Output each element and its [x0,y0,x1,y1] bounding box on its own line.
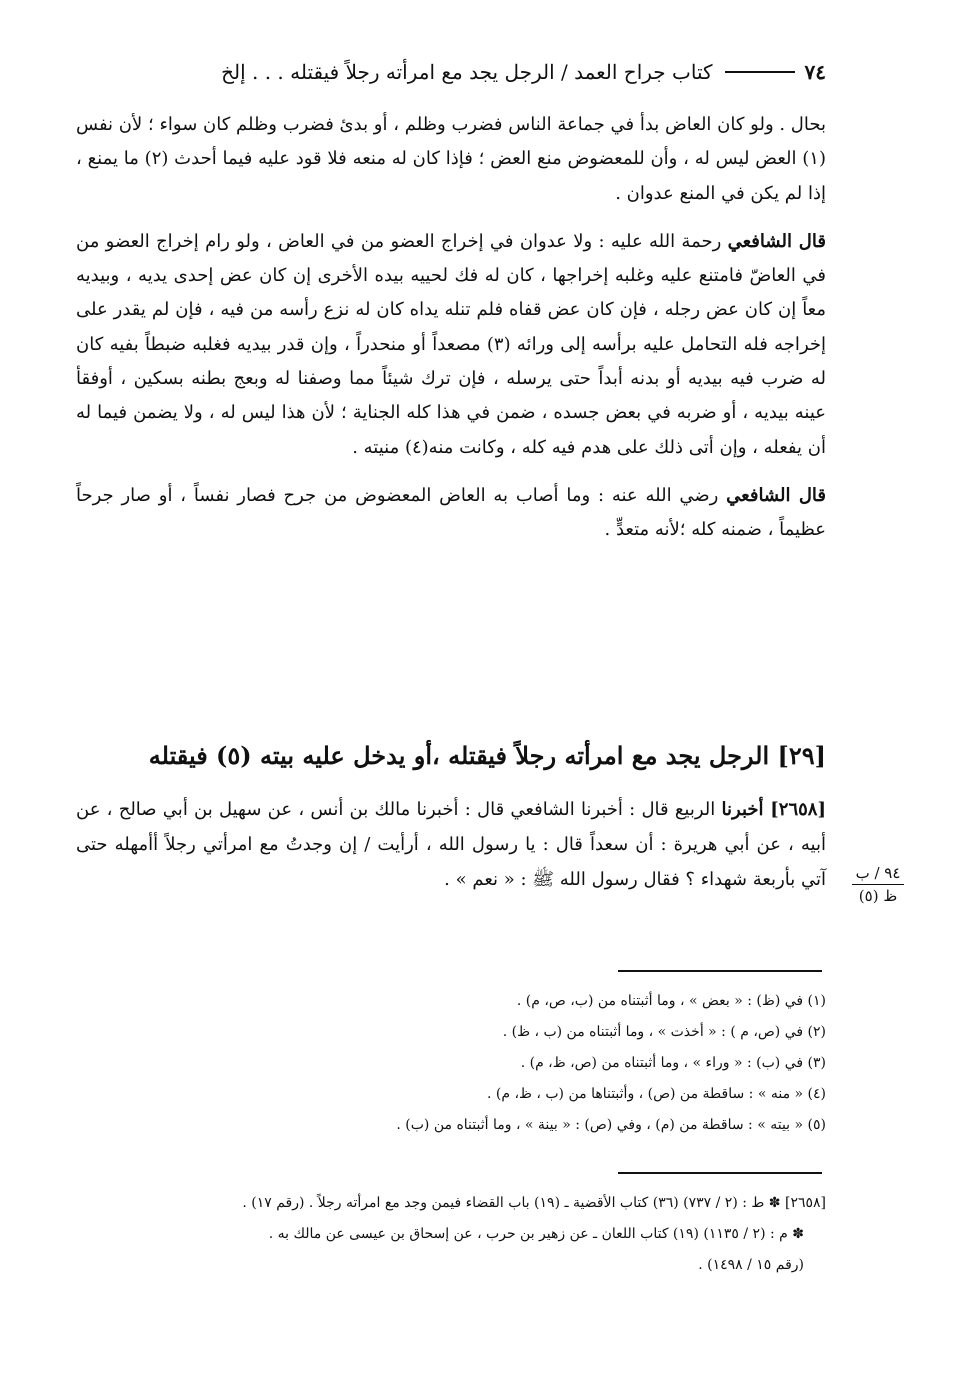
references [160,1188,826,1281]
footnote-separator [618,970,822,972]
paragraph [76,108,826,211]
text-line: رضي الله عنه : وما أصاب به العاض المعضوض من جرح فصار نفساً ، أو [158,484,727,506]
speaker-lead: قال الشافعي [726,484,826,506]
footnote: (٣) في (ب) : « وراء » ، وما أثبتناه من (ص، ظ، م) . [520,1055,826,1071]
chapter-heading: [٢٩] الرجل يجد مع امرأته رجلاً فيقتله ،أو يدخل عليه بيته (٥) فيقتله [148,741,826,770]
references-separator [618,1172,822,1174]
text-line: الأخرى إن كان عض إحدى يديه ، وبيديه معاً إن كان عض رجله ، فإن كان عض قفاه [76,265,827,321]
text-line: سهيل بن أبي صالح ، عن أبيه ، عن أبي هريرة : أن سعداً قال : يا رسول الله ، أرأيت [76,799,826,855]
running-title: كتاب جراح العمد / الرجل يجد مع امرأته رجلاً فيقتله . . . إلخ [221,60,713,84]
header-rule [725,71,795,73]
page-header [58,52,826,92]
margin-note-rule [852,884,904,885]
text-line: سواء ؛ لأن نفس (١) العض ليس له ، وأن للمعضوض منع العض ؛ فإذا كان له منعه [76,114,826,170]
hadith-number: [٢٦٥٨] أخبرنا [721,799,826,820]
text-line: « نعم » . [444,869,515,890]
footnote: (٥) « بيته » : ساقطة من (م) ، وفي (ص) : « بينة » ، وما أثبتناه من (ب) . [396,1117,826,1133]
text-line: / إن وجدتُ مع امرأتي رجلاً أأمهله حتى آتي بأربعة شهداء ؟ فقال رسول الله ﷺ : [76,834,826,890]
footnotes [300,986,826,1141]
margin-note-bottom: ظ (٥) [858,887,898,905]
footnote: (٢) في (ص، م ) : « أخذت » ، وما أثبتناه من (ب ، ظ) . [502,1024,826,1040]
text-line: الربيع قال : أخبرنا الشافعي قال : أخبرنا مالك بن أنس ، عن [267,799,722,820]
main-text [76,108,826,548]
text-line: فلا قود عليه فيما أحدث (٢) ما يمنع ، إذا لم يكن في المنع عدوان . [76,148,826,204]
text-line: رحمة الله عليه : ولا عدوان في إخراج العضو من في العاض ، ولو [236,230,728,252]
paragraph [76,225,826,465]
text-line: ولا يضمن فيما له أن يفعله ، وإن أتى ذلك على هدم فيه كله ، وكانت منه(٤) منيته . [76,402,826,458]
reference-line: (رقم ١٥ / ١٤٩٨) . [698,1257,804,1273]
text-line: برأسه إلى ورائه (٣) مصعداً أو منحدراً ، وإن قدر بيديه فغلبه ضبطاً بفيه كان له ضرب فيه [76,333,826,390]
text-line: صار جرحاً عظيماً ، ضمنه كله ؛لأنه متعدٍّ . [76,484,826,541]
footnote: (٤) « منه » : ساقطة من (ص) ، وأثبتناها من (ب ، ظ، م) . [487,1086,826,1102]
hadith-text [76,792,826,897]
text-line: عينه بيديه ، أو ضربه في بعض جسده ، ضمن في هذا كله الجناية ؛ لأن هذا ليس له ، [208,402,826,424]
margin-note-top: ٩٤ / ب [855,864,901,882]
reference-line: ✽ م : (٢ / ١١٣٥) (١٩) كتاب اللعان ـ عن زهير بن حرب ، عن إسحاق بن عيسى عن مالك به . [268,1226,804,1242]
text-line: بيديه أو بدنه أبداً حتى يرسله ، فإن ترك شيئاً مما وصفنا له وبعج بطنه بسكين ، أوفقأ [76,368,723,390]
footnote: (١) في (ظ) : « بعض » ، وما أثبتناه من (ب، ص، م) . [516,993,826,1009]
text-line: فلم تنله يداه كان له نزع رأسه من فيه ، فإن لم يقدر على إخراجه فله التحامل عليه [76,299,826,355]
text-line: بحال . ولو كان العاض بدأ في جماعة الناس فضرب وظلم ، أو بدئ فضرب وظلم كان [203,114,826,135]
manuscript-margin-note [848,863,908,906]
text-line: رام إخراج العضو من في العاضّ فامتنع عليه وغلبه إخراجها ، كان له فك لحييه بيده [76,230,826,287]
speaker-lead: قال الشافعي [727,230,826,252]
paragraph [76,792,826,897]
page-number: ٧٤ [804,60,826,84]
paragraph [76,479,826,548]
reference-line: [٢٦٥٨] ✽ ط : (٢ / ٧٣٧) (٣٦) كتاب الأقضية ـ (١٩) باب القضاء فيمن وجد مع امرأته رجلاً . (رقم ١٧) . [242,1195,826,1211]
